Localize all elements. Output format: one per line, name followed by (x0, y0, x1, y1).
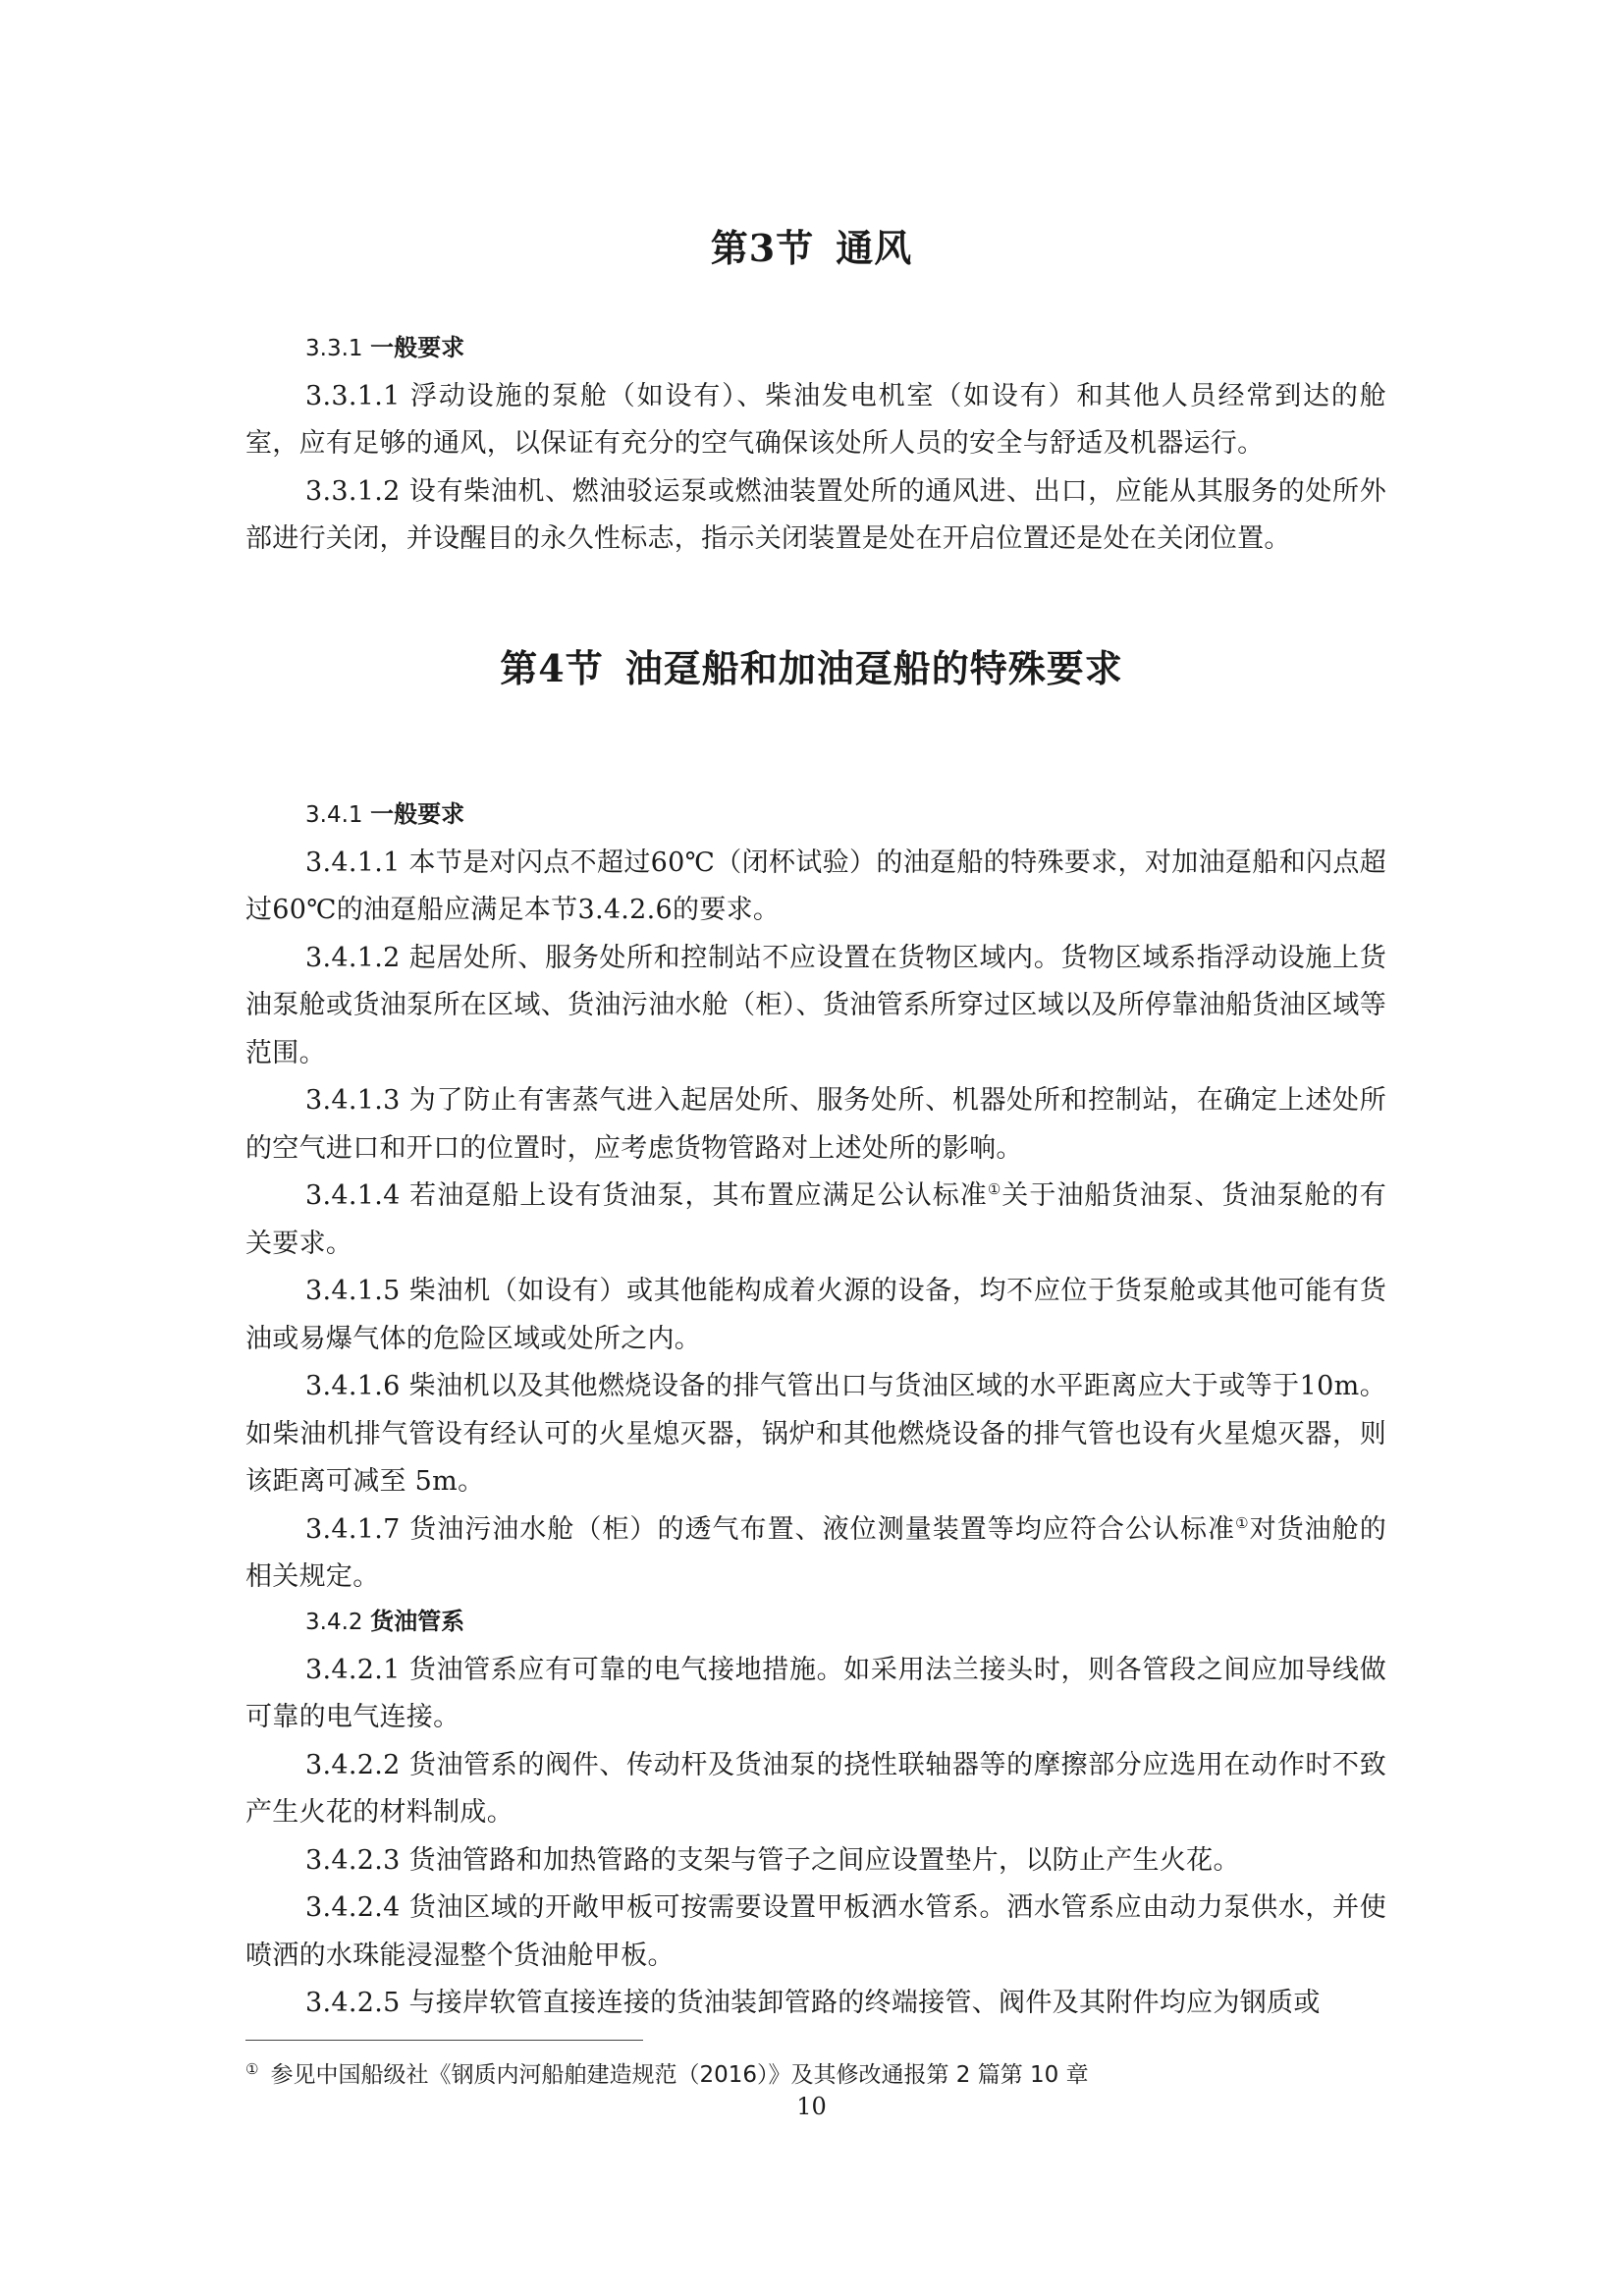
clause-3-4-1-5: 3.4.1.5 柴油机（如设有）或其他能构成着火源的设备，均不应位于货泵舱或其他可能有货油或易爆气体的危险区域或处所之内。 (245, 1276, 1386, 1354)
clause-3-4-1-3: 3.4.1.3 为了防止有害蒸气进入起居处所、服务处所、机器处所和控制站，在确定上述处所的空气进口和开口的位置时，应考虑货物管路对上述处所的影响。 (245, 1085, 1386, 1164)
clause-3-4-1-1: 3.4.1.1 本节是对闪点不超过60℃（闭杯试验）的油趸船的特殊要求，对加油趸船和闪点超过60℃的油趸船应满足本节3.4.2.6的要求。 (245, 847, 1386, 925)
section-4-name: 油趸船和加油趸船的特殊要求 (624, 646, 1123, 690)
clause-3-4-1-2: 3.4.1.2 起居处所、服务处所和控制站不应设置在货物区域内。货物区域系指浮动设施上货油泵舱或货油泵所在区域、货油污油水舱（柜）、货油管系所穿过区域以及所停靠油船货油区域等范围。 (245, 942, 1386, 1068)
clause-label: 一般要求 (370, 800, 465, 828)
clause-3-3-1-2: 3.3.1.2 设有柴油机、燃油驳运泵或燃油装置处所的通风进、出口，应能从其服务的处所外部进行关闭，并设醒目的永久性标志，指示关闭装置是处在开启位置还是处在关闭位置。 (245, 475, 1386, 554)
section-3-title (0, 218, 1623, 272)
clause-3-4-1-6: 3.4.1.6 柴油机以及其他燃烧设备的排气管出口与货油区域的水平距离应大于或等于10m。如柴油机排气管设有经认可的火星熄灭器，锅炉和其他燃烧设备的排气管也设有火星熄灭器，则该距离可减至 5m。 (245, 1371, 1386, 1497)
clause-3-4-1-4 (245, 1173, 1386, 1268)
section-4-number: 第4节 (500, 646, 604, 690)
section-3-body (245, 324, 1386, 564)
clause-3-4-2-2: 3.4.2.2 货油管系的阀件、传动杆及货油泵的挠性联轴器等的摩擦部分应选用在动作时不致产生火花的材料制成。 (245, 1749, 1386, 1828)
clause-number: 3.3.1 (305, 336, 363, 361)
clause-label: 一般要求 (370, 334, 465, 361)
footnote-reference: ① (987, 1180, 1002, 1198)
clause-3-3-1-heading (245, 324, 1386, 373)
section-3-number: 第3节 (710, 226, 815, 270)
clause-3-4-2-1: 3.4.2.1 货油管系应有可靠的电气接地措施。如采用法兰接头时，则各管段之间应加导线做可靠的电气连接。 (245, 1654, 1386, 1732)
section-4-2-body (245, 1598, 1386, 2028)
clause-number: 3.4.2 (305, 1610, 363, 1635)
footnote-mark: ① (245, 2060, 259, 2078)
clause-label: 货油管系 (370, 1608, 465, 1635)
clause-number: 3.4.1 (305, 802, 363, 828)
clause-3-4-2-4: 3.4.2.4 货油区域的开敞甲板可按需要设置甲板洒水管系。洒水管系应由动力泵供水，并使喷洒的水珠能浸湿整个货油舱甲板。 (245, 1892, 1386, 1971)
clause-3-3-1-1: 3.3.1.1 浮动设施的泵舱（如设有）、柴油发电机室（如设有）和其他人员经常到达的舱室，应有足够的通风，以保证有充分的空气确保该处所人员的安全与舒适及机器运行。 (245, 380, 1386, 459)
page-number: 10 (796, 2093, 827, 2120)
footnote-text: 参见中国船级社《钢质内河船舶建造规范（2016）》及其修改通报第 2 篇第 10 章 (270, 2062, 1089, 2088)
section-4-1-body (245, 791, 1386, 1602)
section-3-name: 通风 (836, 226, 913, 270)
clause-text: 3.4.1.7 货油污油水舱（柜）的透气布置、液位测量装置等均应符合公认标准 (305, 1513, 1236, 1545)
footnote-reference: ① (1235, 1513, 1250, 1532)
clause-3-4-1-7 (245, 1506, 1386, 1602)
footnote-divider (245, 2040, 643, 2041)
clause-3-4-2-5: 3.4.2.5 与接岸软管直接连接的货油装卸管路的终端接管、阀件及其附件均应为钢质或 (305, 1988, 1321, 2018)
clause-3-4-2-heading (245, 1598, 1386, 1647)
clause-text: 对货油舱的相关规定。 (245, 1513, 1386, 1592)
footnote (245, 2050, 1089, 2095)
clause-text: 关于油船货油泵、货油泵舱的有关要求。 (245, 1180, 1386, 1259)
clause-text: 3.4.1.4 若油趸船上设有货油泵，其布置应满足公认标准 (305, 1180, 988, 1211)
clause-3-4-2-3: 3.4.2.3 货油管路和加热管路的支架与管子之间应设置垫片，以防止产生火花。 (305, 1844, 1240, 1876)
clause-3-4-1-heading (245, 791, 1386, 840)
section-4-title (0, 638, 1623, 692)
